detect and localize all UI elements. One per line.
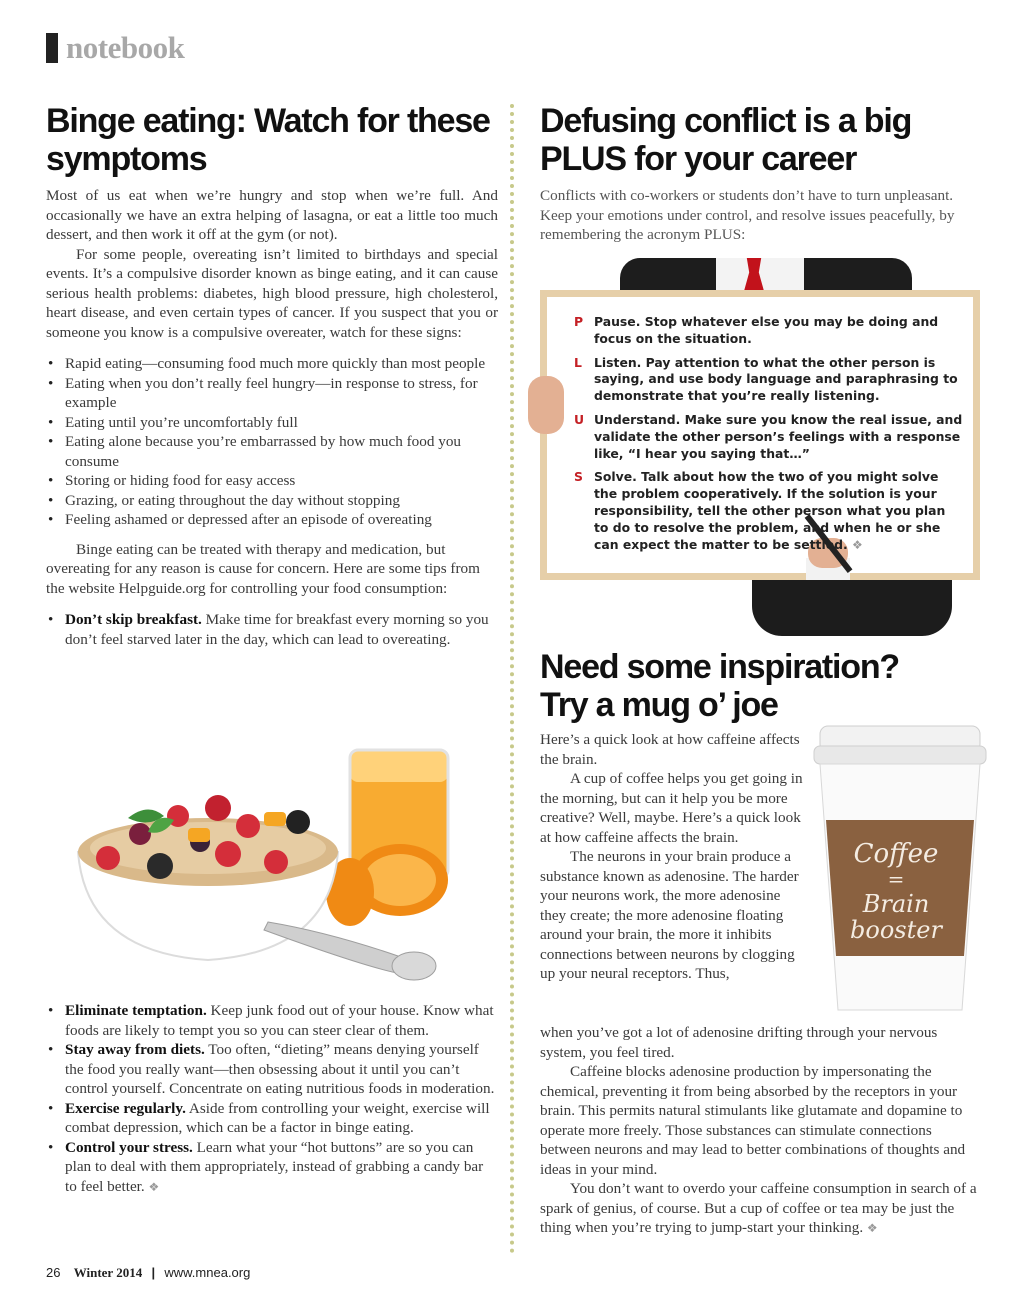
page-number: 26 bbox=[46, 1265, 61, 1280]
list-item bbox=[46, 1040, 498, 1099]
coffee-p4: Caffeine blocks adenosine production by impersonating the chemical, preventing it from being absorbed by the receptors in your brain. This permits natural stimulants like glutamate and dopamine to operate more freely. Those substances can stimulate connections between neurons and may lead to better combinations of thoughts and ideas in your mind. bbox=[540, 1063, 966, 1178]
binge-tips-list-bottom bbox=[46, 1001, 498, 1197]
plus-letter: S bbox=[574, 469, 583, 485]
conflict-intro bbox=[540, 186, 980, 245]
list-item: • Rapid eating—consuming food much more quickly than most people bbox=[46, 354, 498, 374]
suit-sleeve-shape bbox=[752, 580, 952, 636]
tip-text: Aside from controlling your weight, exercise will combat depression, which can be a factor in binge eating. bbox=[65, 1099, 490, 1136]
coffee-p5-text: You don’t want to overdo your caffeine consumption in search of a spark of genius, of course. But a cup of coffee or tea may be just the thing when you’re trying to jump-start your thinking. bbox=[540, 1180, 977, 1236]
end-mark-icon: ❖ bbox=[148, 1179, 160, 1194]
coffee-title bbox=[540, 648, 980, 724]
section-tag bbox=[46, 30, 184, 66]
binge-article bbox=[46, 102, 498, 649]
plus-text: Solve. Talk about how the two of you might solve the problem cooperatively. If the solution is your responsibility, tell the other person what you plan to do to resolve the problem, and when he or she can expect the matter to be settled. bbox=[594, 469, 946, 552]
list-item: • Eating alone because you’re embarrassed by how much food you consume bbox=[46, 432, 498, 471]
binge-tips-list-top bbox=[46, 610, 498, 649]
coffee-text-wide bbox=[540, 1023, 980, 1239]
issue-label: Winter 2014 bbox=[73, 1265, 143, 1280]
list-item: • Storing or hiding food for easy access bbox=[46, 471, 498, 491]
plus-text: Pause. Stop whatever else you may be doing and focus on the situation. bbox=[594, 314, 939, 346]
plus-letter: P bbox=[574, 314, 584, 329]
binge-intro-p1: Most of us eat when we’re hungry and stop when we’re full. And occasionally we have an extra helping of lasagna, or eat a little too much dessert, and then work it off at the gym (or not). bbox=[46, 187, 498, 243]
conflict-title-line2: PLUS for your career bbox=[540, 140, 857, 178]
plus-item bbox=[574, 469, 964, 553]
plus-letter: L bbox=[574, 354, 582, 370]
binge-title-line2: symptoms bbox=[46, 140, 207, 178]
list-item: • Eating until you’re uncomfortably full bbox=[46, 413, 498, 433]
tip-lead: Exercise regularly. bbox=[65, 1099, 186, 1117]
list-item: • Feeling ashamed or depressed after an episode of overeating bbox=[46, 510, 498, 530]
end-mark-icon: ❖ bbox=[866, 1221, 878, 1235]
tip-text: Keep junk food out of your house. Know what foods are likely to tempt you so you can steer clear of them. bbox=[65, 1002, 494, 1039]
tip-lead: Control your stress. bbox=[65, 1138, 193, 1156]
coffee-title-line2: Try a mug o’ joe bbox=[540, 686, 778, 724]
page-footer bbox=[46, 1265, 250, 1281]
tip-lead: Stay away from diets. bbox=[65, 1041, 205, 1058]
tip-text: Too often, “dieting” means denying yourself the food you really want—then obsessing about it until you can’t control yourself. Concentrate on eating nutritious foods in moderation. bbox=[65, 1041, 495, 1097]
conflict-title-line1: Defusing conflict is a big bbox=[540, 102, 912, 140]
coffee-p2: A cup of coffee helps you get going in the morning, but can it help you be more creative? Well, maybe. Here’s a quick look at how caffeine affects the brain. bbox=[540, 770, 803, 846]
coffee-p3-end: when you’ve got a lot of adenosine drifting through your nervous system, you feel tired. bbox=[540, 1024, 938, 1061]
end-mark-icon: ❖ bbox=[852, 537, 863, 552]
tip-lead: Eliminate temptation. bbox=[65, 1002, 207, 1019]
cup-label-line3: Brain bbox=[862, 890, 930, 918]
tip-text: Learn what your “hot buttons” are so you can plan to deal with them appropriately, instead of grabbing a candy bar to feel better. bbox=[65, 1138, 484, 1195]
hand-shape bbox=[528, 376, 564, 434]
list-item bbox=[46, 1001, 498, 1040]
plus-text: Understand. Make sure you know the real issue, and validate the other person’s feelings with a response like, “I hear you saying that…” bbox=[594, 411, 963, 461]
plus-item bbox=[574, 412, 964, 462]
coffee-p3-start: The neurons in your brain produce a substance known as adenosine. The harder your neurons work, the more adenosine they create; the more adenosine floating around your brain, the more it inhibits connections between neurons by clogging up your neural receptors. Thus, bbox=[540, 848, 799, 982]
plus-letter: U bbox=[574, 411, 585, 427]
cup-label-line4: booster bbox=[850, 916, 942, 944]
cup-label-line1: Coffee bbox=[853, 839, 939, 869]
footer-url[interactable]: www.mnea.org bbox=[164, 1265, 251, 1280]
binge-treatment bbox=[46, 540, 498, 599]
coffee-p5 bbox=[540, 1179, 980, 1239]
list-item: • Eating when you don’t really feel hungry—in response to stress, for example bbox=[46, 374, 498, 413]
list-item bbox=[46, 1099, 498, 1138]
list-item bbox=[46, 610, 498, 649]
plus-whiteboard bbox=[528, 258, 980, 636]
plus-item bbox=[574, 355, 964, 405]
coffee-body-narrow bbox=[540, 730, 804, 984]
binge-signs-list bbox=[46, 354, 498, 530]
coffee-p1: Here’s a quick look at how caffeine affects the brain. bbox=[540, 731, 800, 768]
coffee-text-narrow bbox=[540, 730, 804, 984]
plus-item bbox=[574, 314, 964, 348]
binge-title bbox=[46, 102, 498, 178]
binge-title-line1: Binge eating: Watch for these bbox=[46, 102, 490, 140]
coffee-title-line1: Need some inspiration? bbox=[540, 648, 900, 686]
plus-list bbox=[574, 314, 964, 560]
coffee-cup-image bbox=[812, 720, 988, 1016]
tip-text: Make time for breakfast every morning so you don’t feel starved later in the day, which can lead to overeating. bbox=[65, 611, 489, 648]
cup-label-line2: = bbox=[887, 867, 905, 891]
conflict-article bbox=[540, 102, 980, 245]
binge-intro bbox=[46, 186, 498, 342]
section-label: notebook bbox=[66, 30, 185, 65]
tip-lead: Don’t skip breakfast. bbox=[65, 611, 202, 628]
list-item: • Grazing, or eating throughout the day without stopping bbox=[46, 491, 498, 511]
list-item bbox=[46, 1138, 498, 1198]
section-bar bbox=[46, 33, 58, 63]
coffee-article bbox=[540, 648, 980, 724]
binge-intro-p2: For some people, overeating isn’t limited to birthdays and special events. It’s a compulsive disorder known as binge eating, and it can cause serious health problems: diabetes, high blood pressure, high cholesterol, heart disease, and even certain types of cancer. If you suspect that you or someone you know is a compulsive overeater, watch for these signs: bbox=[46, 245, 498, 341]
footer-separator: | bbox=[151, 1265, 156, 1280]
conflict-intro-p: Conflicts with co-workers or students don’t have to turn unpleasant. Keep your emotions under control, and resolve issues peacefully, by remembering the acronym PLUS: bbox=[540, 187, 955, 243]
conflict-title bbox=[540, 102, 980, 178]
coffee-body-wide bbox=[540, 1023, 980, 1239]
column-divider bbox=[510, 104, 514, 1254]
breakfast-bowl-image bbox=[68, 742, 464, 994]
binge-tips-lower bbox=[46, 1001, 498, 1197]
binge-treatment-p: Binge eating can be treated with therapy and medication, but overeating for any reason is cause for concern. Here are some tips from the website Helpguide.org for controlling your food consumption: bbox=[46, 540, 480, 597]
plus-text: Listen. Pay attention to what the other person is saying, and use body language and paraphrasing to demonstrate that you’re really listening. bbox=[594, 354, 958, 404]
